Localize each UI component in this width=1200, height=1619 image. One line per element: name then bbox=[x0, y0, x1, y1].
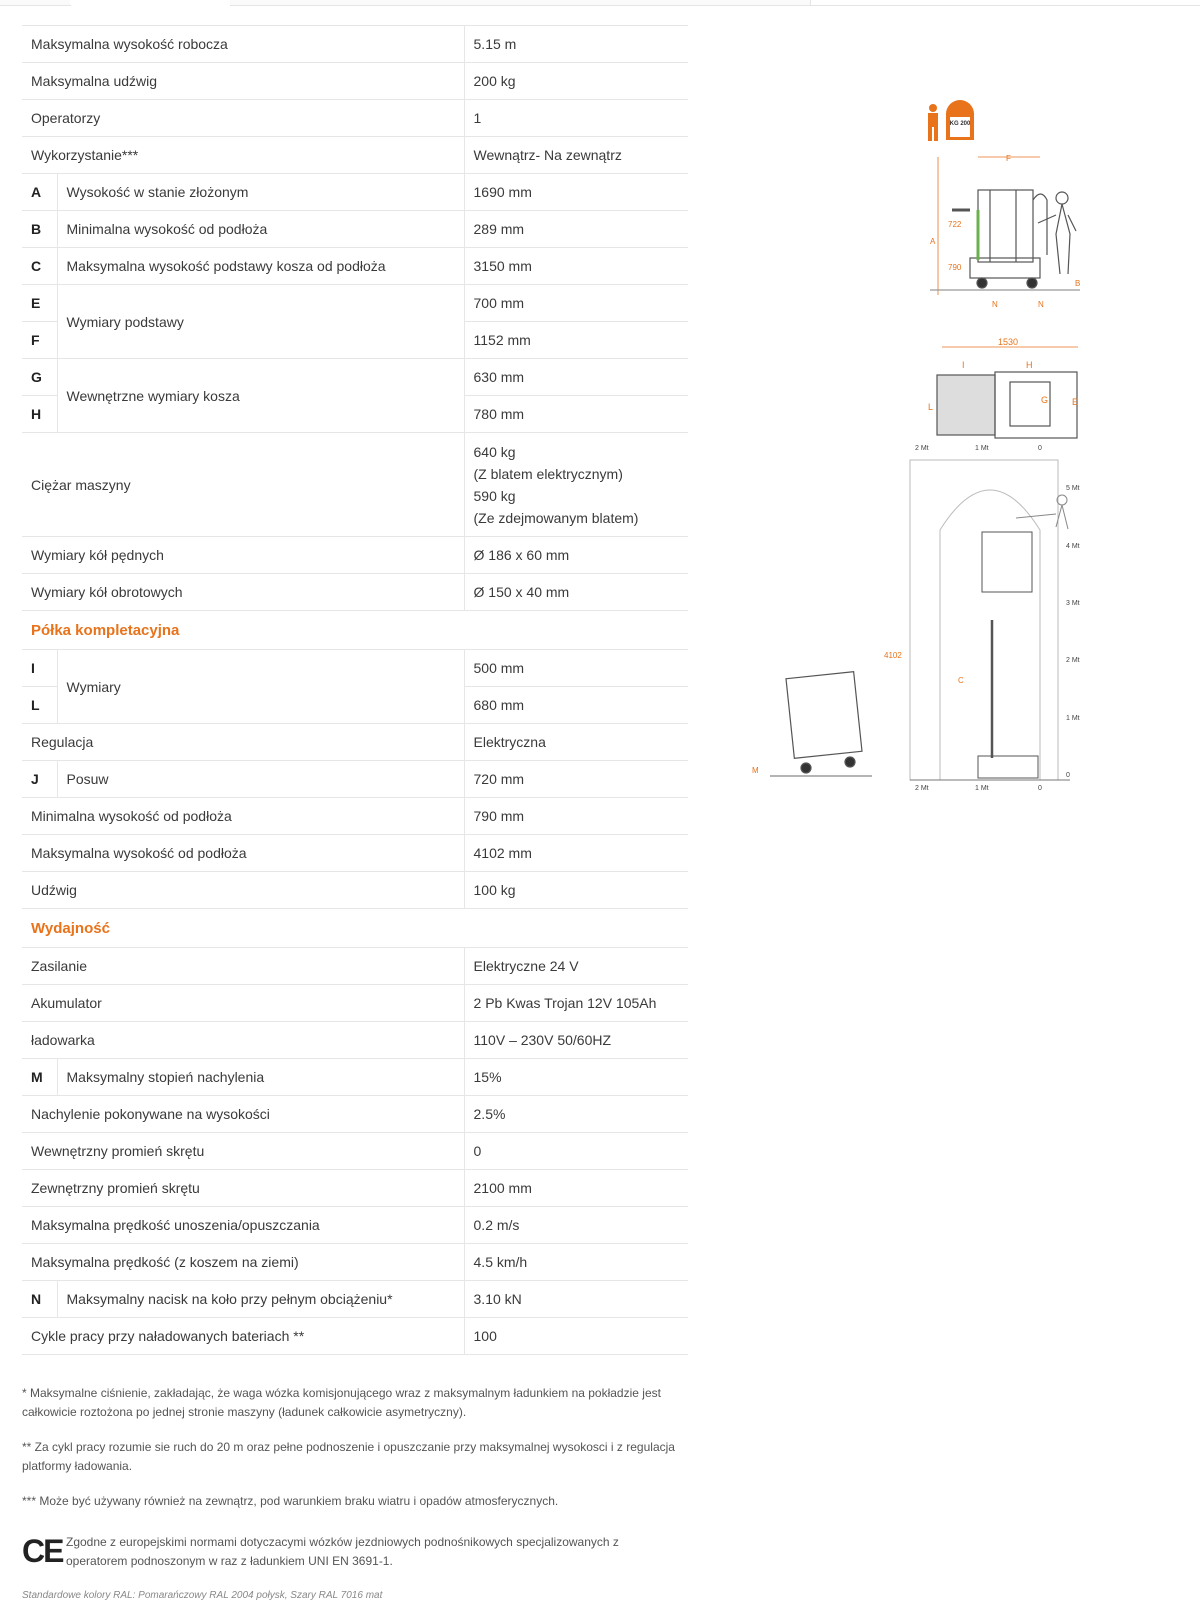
spec-label: Wysokość w stanie złożonym bbox=[57, 174, 464, 211]
dim-label-C: C bbox=[958, 676, 964, 685]
spec-value: 700 mm bbox=[464, 285, 688, 322]
dim-label-I: I bbox=[962, 360, 965, 370]
footnote: *** Może być używany również na zewnątrz, pod warunkiem braku wiatru i opadów atmosferycznych. bbox=[22, 1494, 559, 1508]
slope-dims bbox=[752, 766, 759, 775]
dim-label-H: H bbox=[1026, 360, 1033, 370]
tab-6[interactable] bbox=[625, 0, 716, 6]
spec-label: Maksymalny stopień nachylenia bbox=[57, 1059, 464, 1096]
spec-row bbox=[22, 948, 688, 985]
spec-label: Maksymalna wysokość od podłoża bbox=[22, 835, 464, 872]
tab-4[interactable] bbox=[490, 0, 551, 6]
spec-value: 100 kg bbox=[464, 872, 688, 909]
elevation-view bbox=[910, 460, 1070, 780]
dim-label-M: M bbox=[752, 766, 759, 775]
weight-line: (Ze zdejmowanym blatem) bbox=[473, 509, 639, 526]
dim-label-F: F bbox=[1006, 154, 1011, 163]
ce-text: Zgodne z europejskimi normami dotyczacymi wózków jezdniowych podnośnikowych specjalizowanych z operatorem podnoszonym w raz z ładunkiem UNI EN 3691-1. bbox=[66, 1535, 619, 1568]
spec-value: 500 mm bbox=[464, 650, 688, 687]
spec-label: Nachylenie pokonywane na wysokości bbox=[22, 1096, 464, 1133]
spec-value: 790 mm bbox=[464, 798, 688, 835]
spec-value: 3.10 kN bbox=[464, 1281, 688, 1318]
spec-row bbox=[22, 798, 688, 835]
dim-letter: J bbox=[22, 761, 57, 798]
scale-label: 2 Mt bbox=[1066, 657, 1080, 664]
dim-letter: N bbox=[22, 1281, 57, 1318]
spec-label: Maksymalny nacisk na koło przy pełnym obciążeniu* bbox=[57, 1281, 464, 1318]
dim-letter: H bbox=[22, 396, 57, 433]
dim-letter: L bbox=[22, 687, 57, 724]
dim-letter: F bbox=[22, 322, 57, 359]
spec-label: Operatorzy bbox=[22, 100, 464, 137]
spec-row bbox=[22, 985, 688, 1022]
side-view-dims bbox=[930, 154, 1080, 309]
spec-label: Maksymalna prędkość (z koszem na ziemi) bbox=[22, 1244, 464, 1281]
spec-row bbox=[22, 1133, 688, 1170]
spec-row bbox=[22, 174, 688, 211]
tab-7[interactable] bbox=[715, 0, 811, 6]
spec-value: 2100 mm bbox=[464, 1170, 688, 1207]
spec-label: Maksymalna prędkość unoszenia/opuszczania bbox=[22, 1207, 464, 1244]
spec-row bbox=[22, 650, 688, 687]
badge-text: KG 200 bbox=[949, 121, 971, 127]
technical-drawing bbox=[752, 100, 1120, 820]
dim-letter: C bbox=[22, 248, 57, 285]
spec-label: Posuw bbox=[57, 761, 464, 798]
spec-row bbox=[22, 1244, 688, 1281]
spec-row bbox=[22, 574, 688, 611]
dim-label-L: L bbox=[928, 402, 934, 412]
spec-label: Maksymalna wysokość podstawy kosza od podłoża bbox=[57, 248, 464, 285]
operator-load-icon bbox=[928, 100, 974, 141]
tab-3[interactable] bbox=[230, 0, 491, 6]
spec-label: Udźwig bbox=[22, 872, 464, 909]
dim-label-1530: 1530 bbox=[998, 337, 1019, 347]
dim-label-N2: N bbox=[1038, 300, 1044, 309]
spec-row bbox=[22, 1318, 688, 1355]
spec-value: 780 mm bbox=[464, 396, 688, 433]
dim-letter: E bbox=[22, 285, 57, 322]
spec-value: 289 mm bbox=[464, 211, 688, 248]
spec-value: 720 mm bbox=[464, 761, 688, 798]
spec-value: Ø 150 x 40 mm bbox=[464, 574, 688, 611]
spec-value bbox=[464, 433, 688, 537]
spec-row bbox=[22, 1207, 688, 1244]
spec-row bbox=[22, 285, 688, 322]
scale-label: 1 Mt bbox=[975, 445, 989, 452]
spec-label: Wymiary podstawy bbox=[57, 285, 464, 359]
spec-value: 2.5% bbox=[464, 1096, 688, 1133]
ral-colors-note: Standardowe kolory RAL: Pomarańczowy RAL 2004 połysk, Szary RAL 7016 mat bbox=[22, 1590, 383, 1601]
spec-row bbox=[22, 1281, 688, 1318]
dim-label-G: G bbox=[1041, 395, 1049, 405]
dim-label-790: 790 bbox=[948, 263, 962, 272]
section-title: Półka kompletacyjna bbox=[22, 611, 688, 650]
dim-letter: B bbox=[22, 211, 57, 248]
spec-label: Ciężar maszyny bbox=[22, 433, 464, 537]
spec-value: 4.5 km/h bbox=[464, 1244, 688, 1281]
spec-value: 100 bbox=[464, 1318, 688, 1355]
spec-value: 5.15 m bbox=[464, 26, 688, 63]
footnotes bbox=[22, 1384, 712, 1527]
spec-row bbox=[22, 359, 688, 396]
spec-label: Cykle pracy przy naładowanych bateriach ** bbox=[22, 1318, 464, 1355]
section-header bbox=[22, 909, 688, 948]
top-view bbox=[937, 347, 1078, 438]
spec-label: Wymiary bbox=[57, 650, 464, 724]
spec-row bbox=[22, 724, 688, 761]
spec-row bbox=[22, 1022, 688, 1059]
spec-value: Elektryczna bbox=[464, 724, 688, 761]
section-title: Wydajność bbox=[22, 909, 688, 948]
spec-value: Elektryczne 24 V bbox=[464, 948, 688, 985]
spec-row bbox=[22, 26, 688, 63]
spec-label: ładowarka bbox=[22, 1022, 464, 1059]
weight-line: 640 kg bbox=[473, 443, 516, 460]
spec-label: Wymiary kół obrotowych bbox=[22, 574, 464, 611]
scale-label: 1 Mt bbox=[975, 785, 989, 792]
spec-value: 200 kg bbox=[464, 63, 688, 100]
spec-label: Zewnętrzny promień skrętu bbox=[22, 1170, 464, 1207]
spec-row bbox=[22, 433, 688, 537]
spec-value: 1152 mm bbox=[464, 322, 688, 359]
weight-line: 590 kg bbox=[473, 487, 516, 504]
spec-row bbox=[22, 1170, 688, 1207]
dim-letter: G bbox=[22, 359, 57, 396]
spec-value: 1 bbox=[464, 100, 688, 137]
scale-label: 0 bbox=[1038, 445, 1042, 452]
elevation-dims bbox=[884, 651, 964, 685]
spec-label: Minimalna wysokość od podłoża bbox=[57, 211, 464, 248]
spec-label: Maksymalna wysokość robocza bbox=[22, 26, 464, 63]
scale-label: 1 Mt bbox=[1066, 715, 1080, 722]
spec-value: 630 mm bbox=[464, 359, 688, 396]
spec-label: Wewnętrzny promień skrętu bbox=[22, 1133, 464, 1170]
dim-label-B: B bbox=[1075, 279, 1081, 288]
spec-label: Maksymalna udźwig bbox=[22, 63, 464, 100]
ce-compliance bbox=[22, 1531, 712, 1577]
scale-label: 0 bbox=[1038, 785, 1042, 792]
spec-label: Akumulator bbox=[22, 985, 464, 1022]
spec-row bbox=[22, 100, 688, 137]
tab-bar bbox=[0, 0, 1200, 6]
dim-letter: I bbox=[22, 650, 57, 687]
spec-row bbox=[22, 835, 688, 872]
drawing-svg bbox=[752, 100, 1120, 820]
spec-row bbox=[22, 63, 688, 100]
spec-table bbox=[22, 25, 688, 1355]
spec-label: Minimalna wysokość od podłoża bbox=[22, 798, 464, 835]
spec-value: 0 bbox=[464, 1133, 688, 1170]
spec-label: Wykorzystanie*** bbox=[22, 137, 464, 174]
tab-5[interactable] bbox=[550, 0, 626, 6]
dim-label-N: N bbox=[992, 300, 998, 309]
tab-1[interactable] bbox=[0, 0, 71, 6]
ce-mark-icon: CE bbox=[22, 1533, 63, 1569]
scale-label: 3 Mt bbox=[1066, 600, 1080, 607]
spec-row bbox=[22, 761, 688, 798]
scale-label: 0 bbox=[1066, 772, 1070, 779]
spec-label: Regulacja bbox=[22, 724, 464, 761]
spec-label: Wewnętrzne wymiary kosza bbox=[57, 359, 464, 433]
dim-letter: A bbox=[22, 174, 57, 211]
scale-label: 4 Mt bbox=[1066, 543, 1080, 550]
dim-label-E: E bbox=[1072, 397, 1079, 407]
spec-row bbox=[22, 248, 688, 285]
spec-label: Zasilanie bbox=[22, 948, 464, 985]
spec-row bbox=[22, 137, 688, 174]
spec-value: 3150 mm bbox=[464, 248, 688, 285]
spec-value: 680 mm bbox=[464, 687, 688, 724]
footnote: ** Za cykl pracy rozumie sie ruch do 20 m oraz pełne podnoszenie i opuszczanie przy maksymalnej wysokosci i z regulacja platformy ładowania. bbox=[22, 1440, 675, 1473]
spec-row bbox=[22, 1059, 688, 1096]
spec-row bbox=[22, 537, 688, 574]
dim-label-4102: 4102 bbox=[884, 651, 902, 660]
dim-letter: M bbox=[22, 1059, 57, 1096]
spec-value: 15% bbox=[464, 1059, 688, 1096]
spec-value: 110V – 230V 50/60HZ bbox=[464, 1022, 688, 1059]
dim-label-722: 722 bbox=[948, 220, 962, 229]
spec-row bbox=[22, 1096, 688, 1133]
spec-row bbox=[22, 872, 688, 909]
spec-value: Ø 186 x 60 mm bbox=[464, 537, 688, 574]
scale-label: 2 Mt bbox=[915, 785, 929, 792]
spec-label: Wymiary kół pędnych bbox=[22, 537, 464, 574]
slope-view bbox=[770, 672, 872, 776]
spec-value: 0.2 m/s bbox=[464, 1207, 688, 1244]
footnote: * Maksymalne ciśnienie, zakładając, że waga wózka komisjonującego wraz z maksymalnym ładunkiem na pokładzie jest całkowicie roztożona po jednej stronie maszyny (ładunek całkowicie asymetryczny). bbox=[22, 1386, 661, 1419]
scale-label: 5 Mt bbox=[1066, 485, 1080, 492]
dim-label-A: A bbox=[930, 237, 936, 246]
spec-value: Wewnątrz- Na zewnątrz bbox=[464, 137, 688, 174]
weight-line: (Z blatem elektrycznym) bbox=[473, 465, 623, 482]
spec-value: 4102 mm bbox=[464, 835, 688, 872]
spec-row bbox=[22, 211, 688, 248]
scale-label: 2 Mt bbox=[915, 445, 929, 452]
spec-value: 2 Pb Kwas Trojan 12V 105Ah bbox=[464, 985, 688, 1022]
tab-2[interactable] bbox=[70, 0, 231, 5]
section-header bbox=[22, 611, 688, 650]
spec-value: 1690 mm bbox=[464, 174, 688, 211]
